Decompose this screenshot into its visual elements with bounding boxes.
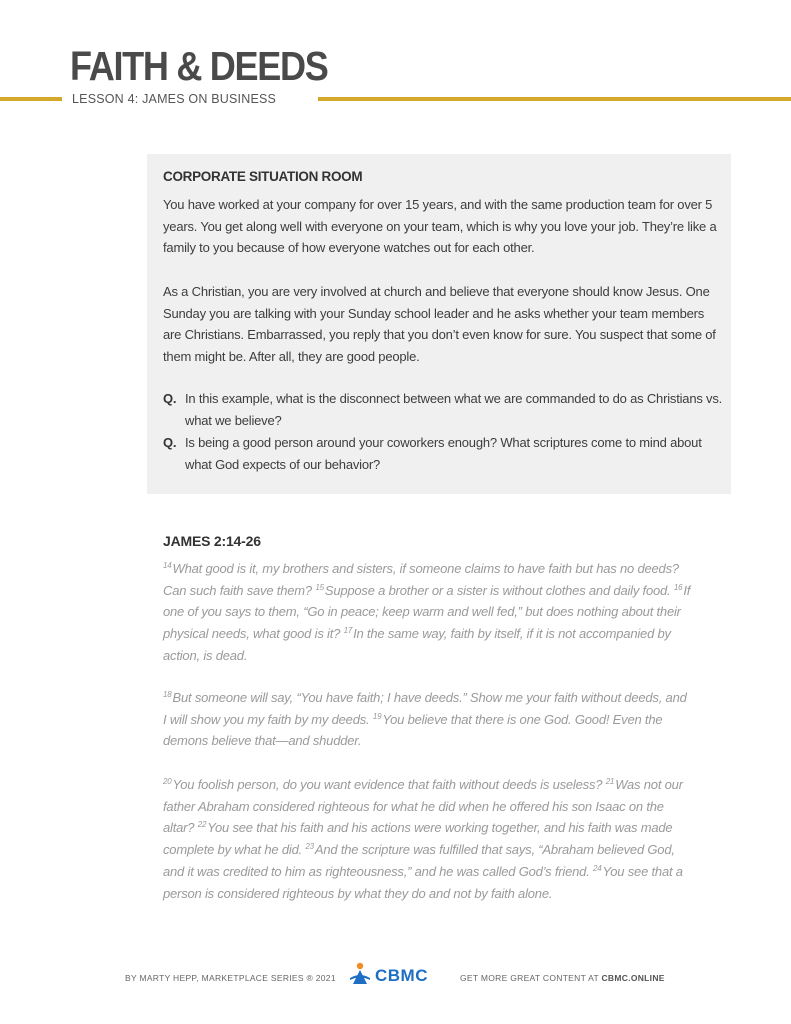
verse-number: 14 — [163, 561, 172, 570]
verse-number: 19 — [372, 711, 382, 721]
question-2 — [163, 432, 723, 475]
verse-number: 18 — [163, 690, 172, 699]
verse-number: 23 — [305, 842, 314, 852]
situation-paragraph-1: You have worked at your company for over 15 years, and with the same production team for over 5 years. You get along well with everyone on your team, which is why you love your job. They’re like a family to you because of how everyone watches out for each other. — [163, 197, 717, 256]
verse-number: 20 — [163, 777, 172, 786]
header-rule-right — [318, 97, 791, 101]
verse-text: Suppose a brother or a sister is without clothes and daily food. — [324, 582, 674, 598]
verse-text: You foolish person, do you want evidence that faith without deeds is useless? — [172, 777, 606, 792]
footer-website-link[interactable]: CBMC.ONLINE — [601, 973, 665, 983]
verse-text: You see that a person is considered righteous by what they do and not by faith alone. — [163, 863, 683, 901]
lesson-subtitle: LESSON 4: JAMES ON BUSINESS — [72, 92, 277, 106]
situation-paragraph-2: As a Christian, you are very involved at church and believe that everyone should know Jesus. One Sunday you are talking with your Sunday school leader and he asks whether your team members are Christians. Embarrassed, you reply that you don’t even know for sure. You suspect that some of them might be. After all, they are good people. — [163, 284, 716, 365]
verse-text: What good is it, my brothers and sisters, if someone claims to have faith but has no deeds? Can such faith save them? — [163, 561, 679, 598]
verse-number: 22 — [197, 820, 207, 830]
question-marker: Q. — [163, 391, 177, 406]
question-text: Is being a good person around your coworkers enough? What scriptures come to mind about what God expects of our behavior? — [185, 435, 702, 472]
question-marker: Q. — [163, 435, 177, 450]
verse-text: You see that his faith and his actions were working together, and his faith was made complete by what he did. — [163, 820, 673, 858]
scripture-title: JAMES 2:14-26 — [163, 533, 261, 549]
question-text: In this example, what is the disconnect between what we are commanded to do as Christians vs. what we believe? — [185, 391, 723, 428]
verse-number: 17 — [343, 626, 353, 636]
cbmc-logo-text: CBMC — [375, 966, 428, 985]
verse-number: 24 — [593, 863, 602, 873]
verse-number: 16 — [673, 582, 683, 592]
verse-text: You believe that there is one God. Good! Even the demons believe that—and shudder. — [163, 711, 663, 749]
header-rule-left — [0, 97, 62, 101]
footer-promo — [460, 973, 665, 983]
verse-text: But someone will say, “You have faith; I have deeds.” Show me your faith without deeds, and I will show you my faith by my deeds. — [163, 690, 687, 727]
situation-box — [147, 154, 731, 494]
situation-title: CORPORATE SITUATION ROOM — [163, 169, 363, 184]
verse-text: Was not our father Abraham considered righteous for what he did when he offered his son Isaac on the altar? — [163, 777, 683, 836]
question-1 — [163, 388, 723, 431]
verse-text: If one of you says to them, “Go in peace; keep warm and well fed,” but does nothing about their physical needs, what good is it? — [163, 582, 691, 642]
verse-text: In the same way, faith by itself, if it is not accompanied by action, is dead. — [163, 626, 671, 663]
verse-number: 21 — [605, 777, 615, 786]
verse-number: 15 — [315, 582, 324, 592]
footer-author: BY MARTY HEPP, MARKETPLACE SERIES ® 2021 — [125, 973, 336, 983]
scripture-passage-1 — [163, 558, 691, 667]
scripture-passage-2 — [163, 687, 691, 752]
cbmc-logo — [349, 961, 441, 987]
page-title: FAITH & DEEDS — [70, 43, 328, 89]
cbmc-logo-icon — [350, 963, 370, 984]
scripture-passage-3 — [163, 774, 691, 904]
footer-promo-text: GET MORE GREAT CONTENT AT — [460, 973, 602, 983]
verse-text: And the scripture was fulfilled that says, “Abraham believed God, and it was credited to him as righteousness,” and he was called God’s friend. — [163, 842, 675, 879]
